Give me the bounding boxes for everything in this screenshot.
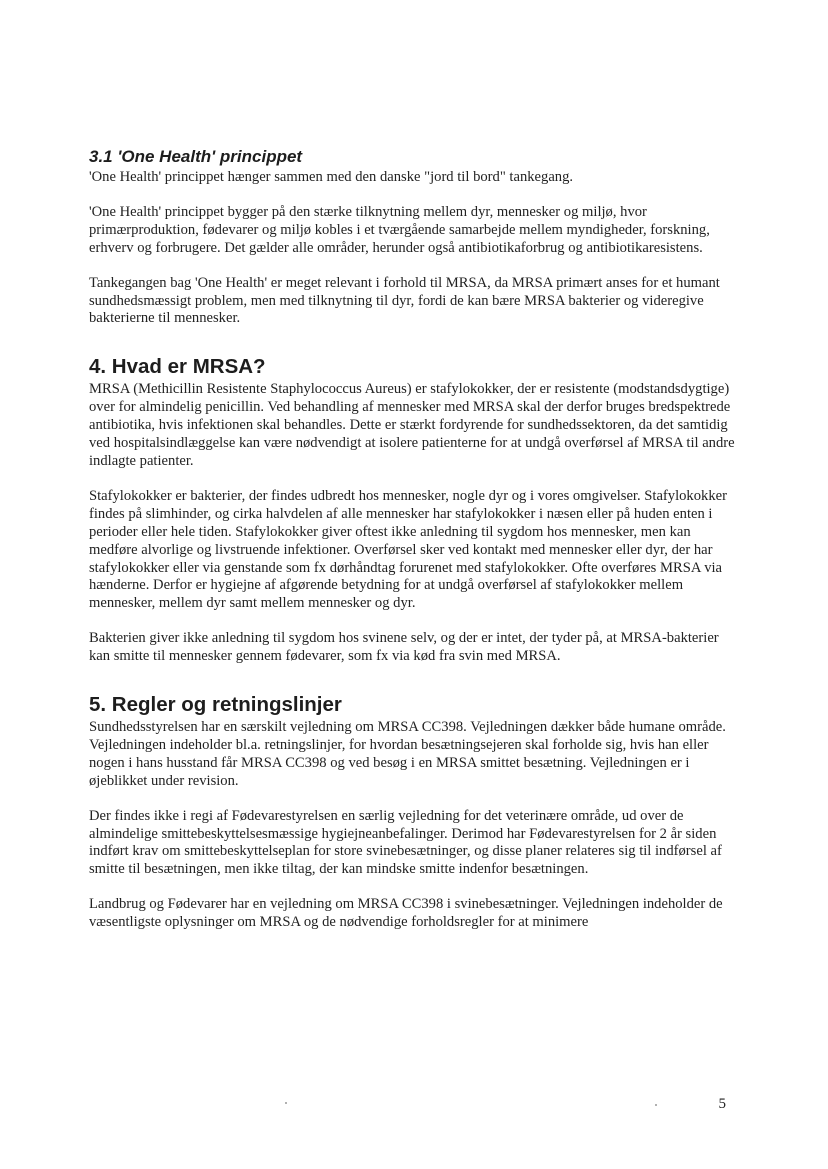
section-regler-og-retningslinjer <box>89 692 737 932</box>
paragraph: 'One Health' princippet bygger på den stærke tilknytning mellem dyr, mennesker og miljø, hvor primærproduktion, fødevarer og miljø kobles i et tværgående samarbejde mellem myndigheder, forskning, erhverv og forbrugere. Det gælder alle områder, herunder også antibiotikaforbrug og antibiotikaresistens. <box>89 203 710 256</box>
section-hvad-er-mrsa <box>89 354 737 666</box>
page-content <box>89 146 737 932</box>
section-heading: 3.1 'One Health' princippet <box>89 147 303 166</box>
paragraph: Stafylokokker er bakterier, der findes udbredt hos mennesker, nogle dyr og i vores omgivelser. Stafylokokker findes på slimhinder, og cirka halvdelen af alle mennesker har stafylokokker i næsen eller på huden enten i perioder eller hele tiden. Stafylokokker giver oftest ikke anledning til sygdom hos mennesker, men kan medføre alvorlige og livstruende infektioner. Overførsel sker ved kontakt med mennesker eller dyr, der har stafylokokker eller via genstande som fx dørhåndtag forurenet med stafylokokker. Ofte overføres MRSA via hænderne. Derfor er hygiejne af afgørende betydning for at undgå overførsel af stafylokokker mellem mennesker, mellem dyr samt mellem mennesker og dyr. <box>89 487 727 612</box>
paragraph: Bakterien giver ikke anledning til sygdom hos svinene selv, og der er intet, der tyder på, at MRSA-bakterier kan smitte til mennesker gennem fødevarer, som fx via kød fra svin med MRSA. <box>89 630 719 665</box>
scan-speck <box>285 1102 287 1104</box>
section-one-health <box>89 146 737 328</box>
paragraph: MRSA (Methicillin Resistente Staphylococcus Aureus) er stafylokokker, der er resistente (modstandsdygtige) over for almindelig penicillin. Ved behandling af mennesker med MRSA skal der derfor bruges bredspektrede antibiotika, hvis infektionen skal behandles. Dette er stærkt fordyrende for sundhedssektoren, da det samtidig ved hospitalsindlæggelse kan være nødvendigt at isolere patienterne for at undgå overførsel af MRSA til andre indlagte patienter. <box>89 381 735 469</box>
page-footer <box>0 1094 828 1124</box>
paragraph: Der findes ikke i regi af Fødevarestyrelsen en særlig vejledning for det veterinære område, ud over de almindelige smittebeskyttelsesmæssige hygiejneanbefalinger. Derimod har Fødevarestyrelsen for 2 år siden indført krav om smittebeskyttelseplan for store svinebesætninger, og disse planer relateres sig til indførsel af smitte til besætningen, men ikke tiltag, der kan mindske smitte indenfor besætningen. <box>89 807 722 878</box>
page-number: 5 <box>718 1096 726 1112</box>
paragraph: Sundhedsstyrelsen har en særskilt vejledning om MRSA CC398. Vejledningen dækker både humane område. Vejledningen indeholder bl.a. retningslinjer, for hvordan besætningsejeren skal forholde sig, hvis han eller nogen i hans husstand får MRSA CC398 og ved besøg i en MRSA smittet besætning. Vejledningen er i øjeblikket under revision. <box>89 719 726 789</box>
paragraph: 'One Health' princippet hænger sammen med den danske "jord til bord" tankegang. <box>89 169 574 185</box>
section-heading: 4. Hvad er MRSA? <box>89 355 266 379</box>
paragraph: Landbrug og Fødevarer har en vejledning om MRSA CC398 i svinebesætninger. Vejledningen indeholder de væsentligste oplysninger om MRSA og de nødvendige forholdsregler for at minimere <box>89 896 723 931</box>
paragraph: Tankegangen bag 'One Health' er meget relevant i forhold til MRSA, da MRSA primært anses for et humant sundhedsmæssigt problem, men med tilknytning til dyr, fordi de kan bære MRSA bakterier og videregive bakterierne til mennesker. <box>89 274 720 327</box>
section-heading: 5. Regler og retningslinjer <box>89 693 342 717</box>
scan-speck <box>655 1104 657 1106</box>
